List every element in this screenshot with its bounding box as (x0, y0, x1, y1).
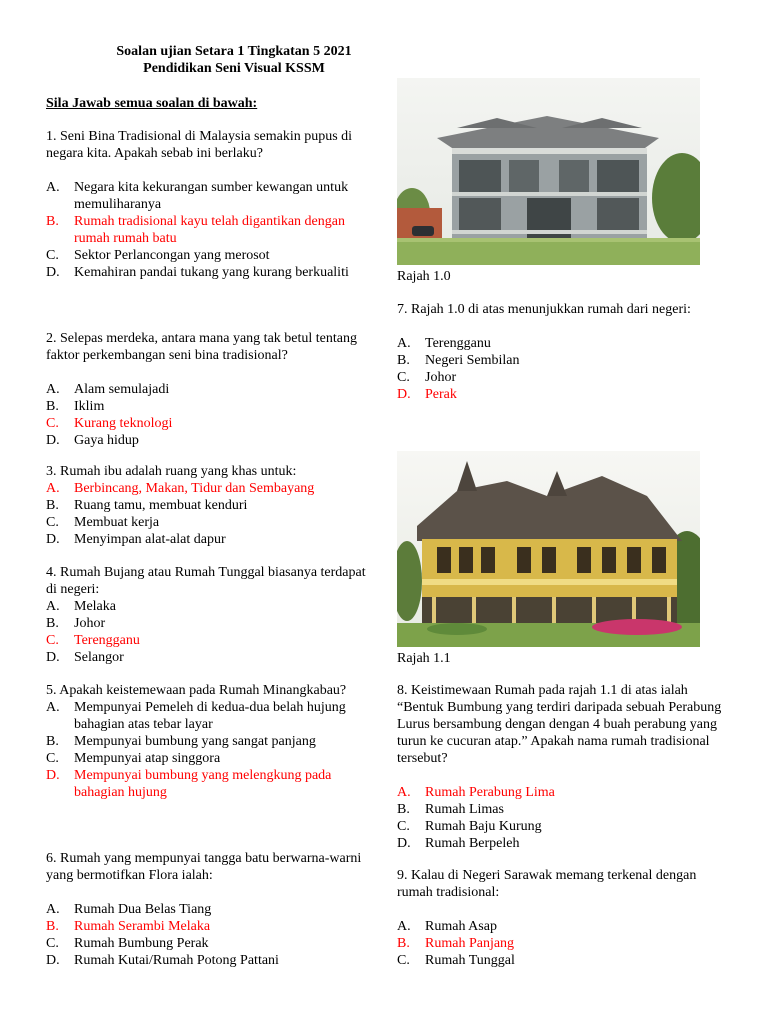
option-text: Ruang tamu, membuat kenduri (74, 498, 248, 513)
answer-option (46, 632, 376, 649)
option-text: Terengganu (74, 633, 140, 648)
answer-option (46, 179, 376, 213)
option-letter: D. (397, 836, 411, 851)
answer-option (46, 918, 376, 935)
answer-option (397, 835, 727, 852)
option-text: Rumah Kutai/Rumah Potong Pattani (74, 953, 279, 968)
instruction: Sila Jawab semua soalan di bawah: (46, 96, 258, 111)
option-letter: D. (46, 650, 60, 665)
question-stem: 9. Kalau di Negeri Sarawak memang terkenal dengan rumah tradisional: (397, 868, 697, 900)
answer-option (46, 381, 376, 398)
answer-option (46, 514, 376, 531)
option-letter: D. (46, 953, 60, 968)
option-text: Sektor Perlancongan yang merosot (74, 248, 270, 263)
answer-option (46, 480, 376, 497)
option-letter: C. (46, 515, 59, 530)
option-letter: A. (397, 785, 411, 800)
answer-option (46, 750, 376, 767)
answer-option (397, 952, 727, 969)
option-text: Mempunyai Pemeleh di kedua-dua belah hujung bahagian atas tebar layar (74, 700, 346, 732)
option-text: Rumah Perabung Lima (425, 785, 555, 800)
answer-option (397, 918, 727, 935)
option-text: Mempunyai atap singgora (74, 751, 221, 766)
option-letter: C. (46, 416, 59, 431)
option-text: Johor (74, 616, 106, 631)
answer-option (46, 213, 376, 247)
option-text: Rumah Serambi Melaka (74, 919, 211, 934)
question-stem: 3. Rumah ibu adalah ruang yang khas untuk: (46, 464, 297, 479)
answer-option (397, 818, 727, 835)
option-text: Kurang teknologi (74, 416, 173, 431)
answer-options (46, 699, 376, 801)
option-letter: B. (46, 214, 59, 229)
option-text: Rumah Limas (425, 802, 504, 817)
option-letter: C. (46, 936, 59, 951)
exam-title: Soalan ujian Setara 1 Tingkatan 5 2021 (116, 44, 352, 59)
option-text: Rumah Bumbung Perak (74, 936, 209, 951)
answer-options (397, 335, 727, 403)
option-text: Mempunyai bumbung yang melengkung pada bahagian hujung (74, 768, 332, 800)
option-letter: B. (46, 399, 59, 414)
answer-options (397, 784, 727, 852)
option-letter: B. (397, 802, 410, 817)
option-text: Rumah tradisional kayu telah digantikan dengan rumah rumah batu (74, 214, 345, 246)
answer-option (46, 398, 376, 415)
answer-option (46, 699, 376, 733)
option-letter: A. (46, 481, 60, 496)
answer-option (397, 784, 727, 801)
option-letter: A. (46, 382, 60, 397)
figure-1-1-caption: Rajah 1.1 (397, 651, 451, 666)
question-stem: 5. Apakah keistemewaan pada Rumah Minangkabau? (46, 683, 347, 698)
option-text: Alam semulajadi (74, 382, 170, 397)
option-text: Perak (425, 387, 457, 402)
answer-option (46, 935, 376, 952)
option-text: Melaka (74, 599, 116, 614)
question-1 (46, 128, 376, 281)
option-text: Negara kita kekurangan sumber kewangan untuk memuliharanya (74, 180, 349, 212)
option-letter: C. (397, 819, 410, 834)
option-letter: C. (397, 953, 410, 968)
option-text: Berbincang, Makan, Tidur dan Sembayang (74, 481, 315, 496)
option-letter: D. (46, 265, 60, 280)
answer-option (46, 497, 376, 514)
option-text: Iklim (74, 399, 105, 414)
answer-option (46, 432, 376, 449)
question-9 (397, 867, 727, 969)
option-letter: B. (46, 919, 59, 934)
option-letter: B. (397, 353, 410, 368)
option-letter: B. (46, 734, 59, 749)
answer-options (46, 381, 376, 449)
option-letter: A. (397, 919, 411, 934)
answer-option (397, 369, 727, 386)
answer-option (46, 531, 376, 548)
question-3 (46, 463, 376, 548)
answer-option (46, 733, 376, 750)
answer-option (397, 386, 727, 403)
exam-subject: Pendidikan Seni Visual KSSM (143, 61, 325, 76)
answer-options (397, 918, 727, 969)
option-text: Rumah Panjang (425, 936, 515, 951)
answer-option (46, 767, 376, 801)
question-8 (397, 682, 727, 852)
answer-option (46, 415, 376, 432)
question-stem: 7. Rajah 1.0 di atas menunjukkan rumah dari negeri: (397, 302, 691, 317)
option-letter: C. (46, 633, 59, 648)
answer-options (46, 480, 376, 548)
answer-option (397, 352, 727, 369)
answer-option (46, 598, 376, 615)
option-letter: A. (46, 902, 60, 917)
question-5 (46, 682, 376, 801)
option-letter: A. (397, 336, 411, 351)
option-letter: A. (46, 180, 60, 195)
figure-1-0-photo (397, 78, 700, 265)
option-text: Rumah Berpeleh (425, 836, 520, 851)
option-text: Menyimpan alat-alat dapur (74, 532, 226, 547)
question-stem: 1. Seni Bina Tradisional di Malaysia semakin pupus di negara kita. Apakah sebab ini berlaku? (46, 129, 353, 161)
question-stem: 2. Selepas merdeka, antara mana yang tak betul tentang faktor perkembangan seni bina tradisional? (46, 331, 357, 363)
option-letter: C. (46, 751, 59, 766)
option-text: Rumah Asap (425, 919, 497, 934)
option-letter: C. (397, 370, 410, 385)
question-4 (46, 564, 376, 666)
figure-1-0-caption: Rajah 1.0 (397, 269, 451, 284)
option-text: Selangor (74, 650, 124, 665)
option-letter: D. (46, 532, 60, 547)
answer-options (46, 598, 376, 666)
question-stem: 4. Rumah Bujang atau Rumah Tunggal biasanya terdapat di negeri: (46, 565, 366, 597)
option-text: Terengganu (425, 336, 491, 351)
option-letter: B. (397, 936, 410, 951)
option-text: Negeri Sembilan (425, 353, 520, 368)
figure-1-1-photo (397, 451, 700, 647)
option-text: Rumah Tunggal (425, 953, 515, 968)
question-6 (46, 850, 376, 969)
option-letter: B. (46, 616, 59, 631)
option-letter: D. (46, 433, 60, 448)
option-letter: B. (46, 498, 59, 513)
option-letter: A. (46, 700, 60, 715)
answer-option (46, 247, 376, 264)
option-text: Johor (425, 370, 457, 385)
option-text: Membuat kerja (74, 515, 160, 530)
answer-option (397, 335, 727, 352)
answer-option (397, 935, 727, 952)
answer-options (46, 179, 376, 281)
answer-option (46, 649, 376, 666)
question-2 (46, 330, 376, 449)
question-stem: 6. Rumah yang mempunyai tangga batu berwarna-warni yang bermotifkan Flora ialah: (46, 851, 362, 883)
option-text: Mempunyai bumbung yang sangat panjang (74, 734, 316, 749)
option-letter: D. (397, 387, 411, 402)
option-letter: C. (46, 248, 59, 263)
question-stem: 8. Keistimewaan Rumah pada rajah 1.1 di atas ialah “Bentuk Bumbung yang terdiri daripada sebuah Perabung Lurus bersambung dengan dengan 4 buah perabung yang turun ke cucuran atap.” Apakah nama rumah tradisional tersebut? (397, 683, 722, 766)
answer-option (46, 952, 376, 969)
answer-option (46, 264, 376, 281)
option-text: Rumah Dua Belas Tiang (74, 902, 212, 917)
option-letter: D. (46, 768, 60, 783)
answer-option (46, 615, 376, 632)
option-text: Kemahiran pandai tukang yang kurang berkualiti (74, 265, 349, 280)
answer-option (46, 901, 376, 918)
answer-options (46, 901, 376, 969)
option-text: Gaya hidup (74, 433, 139, 448)
answer-option (397, 801, 727, 818)
option-text: Rumah Baju Kurung (425, 819, 542, 834)
question-7 (397, 301, 727, 403)
option-letter: A. (46, 599, 60, 614)
